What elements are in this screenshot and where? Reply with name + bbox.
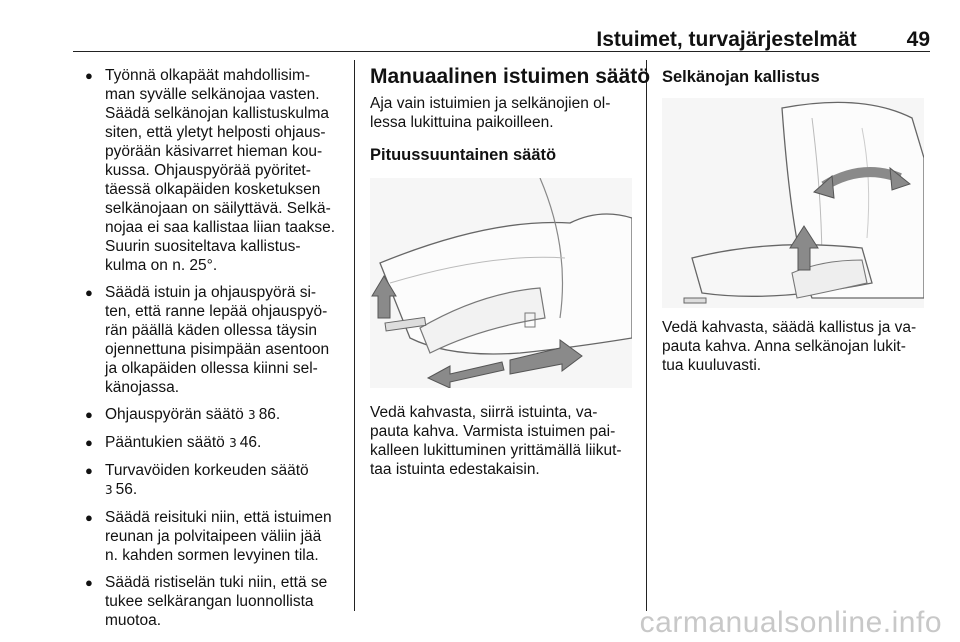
- cross-reference-icon: 3: [229, 436, 237, 450]
- page-reference-link[interactable]: 3 56.: [105, 481, 138, 498]
- seat-fore-aft-illustration: [370, 178, 632, 388]
- cross-reference-icon: 3: [105, 483, 113, 497]
- list-item: ● Turvavöiden korkeuden säätö 3 56.: [85, 462, 309, 498]
- right-column: [662, 64, 930, 375]
- page-reference-link[interactable]: 3 86.: [248, 406, 281, 423]
- bullet-list: [82, 66, 350, 630]
- list-item: ● Säädä istuin ja ohjauspyörä si- ten, että ranne lepää ohjauspyö- rän päällä käden ollessa täysin ojennettuna pisimpään asentoon ja olkapäiden ollessa kiinni sel- känojassa.: [85, 284, 330, 396]
- left-column: [82, 66, 350, 638]
- column-divider-2: [646, 60, 647, 611]
- middle-column: [370, 64, 651, 479]
- section-title: Istuimet, turvajärjestelmät: [596, 28, 857, 51]
- intro-paragraph: Aja vain istuimien ja selkänojien ol- lessa lukittuina paikoilleen.: [370, 95, 611, 131]
- page-reference-link[interactable]: 3 46.: [229, 434, 262, 451]
- figure-caption: Vedä kahvasta, siirrä istuinta, va- pauta kahva. Varmista istuimen pai- kalleen lukittuminen yrittämällä liikut- taa istuinta edestakaisin.: [370, 404, 622, 478]
- header-divider: [73, 51, 930, 52]
- page-number: 49: [906, 28, 930, 51]
- seat-cushion-drawing: [370, 178, 632, 388]
- seat-recline-illustration: [662, 98, 924, 308]
- section-heading: Manuaalinen istuimen säätö: [370, 65, 651, 88]
- list-item: ● Työnnä olkapäät mahdollisim- man syvälle selkänojaa vasten. Säädä selkänojan kallistuskulma siten, että yletyt helposti ohjaus- pyörään käsivarret hieman kou- kussa. Ohjauspyörää pyöritet- täessä olkapäiden kosketuksen selkänojaan on säilyttävä. Selkä- nojaa ei saa kallistaa liian taakse. Suurin suositeltava kallistus- kulma on n. 25°.: [85, 67, 336, 274]
- list-item: ● Säädä ristiselän tuki niin, että se tukee selkärangan luonnollista muotoa.: [85, 574, 328, 629]
- list-item: ● Pääntukien säätö 3 46.: [85, 434, 262, 451]
- column-divider-1: [354, 60, 355, 611]
- subheading-recline: Selkänojan kallistus: [662, 68, 820, 86]
- watermark: carmanualsonline.info: [639, 606, 942, 639]
- list-item: ● Säädä reisituki niin, että istuimen reunan ja polvitaipeen väliin jää n. kahden sormen levyinen tila.: [85, 509, 332, 564]
- cross-reference-icon: 3: [248, 408, 256, 422]
- list-item: ● Ohjauspyörän säätö 3 86.: [85, 406, 281, 423]
- seat-backrest-drawing: [662, 98, 924, 308]
- figure-caption: Vedä kahvasta, säädä kallistus ja va- pauta kahva. Anna selkänojan lukit- tua kuuluvasti.: [662, 319, 917, 374]
- subheading-fore-aft: Pituussuuntainen säätö: [370, 146, 557, 164]
